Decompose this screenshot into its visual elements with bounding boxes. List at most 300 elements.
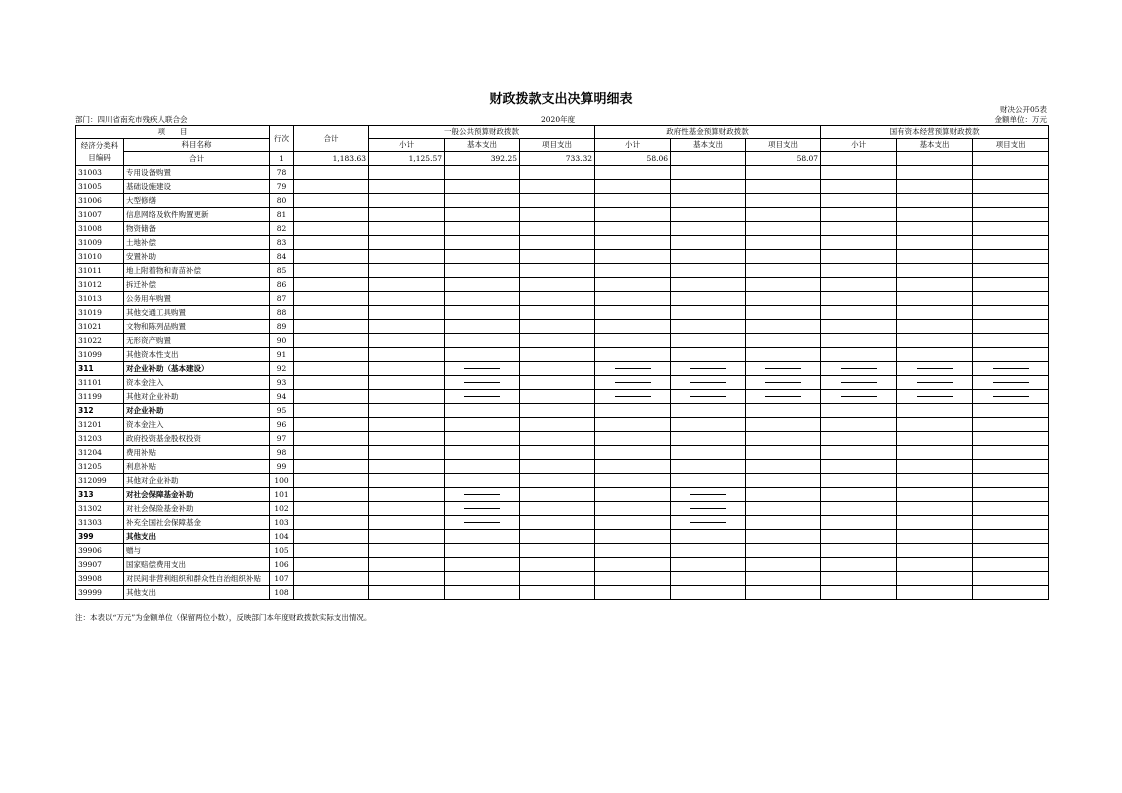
row-name: 物资储备 bbox=[124, 222, 270, 236]
amount-cell bbox=[595, 348, 671, 362]
row-number: 90 bbox=[270, 334, 294, 348]
amount-cell bbox=[595, 502, 671, 516]
table-row bbox=[76, 530, 1049, 544]
amount-cell bbox=[746, 404, 821, 418]
amount-cell bbox=[973, 460, 1049, 474]
amount-cell bbox=[445, 432, 520, 446]
amount-cell bbox=[294, 250, 369, 264]
amount-cell bbox=[897, 432, 973, 446]
amount-cell bbox=[671, 404, 746, 418]
row-code: 31009 bbox=[76, 236, 124, 250]
amount-cell bbox=[520, 586, 595, 600]
row-number: 108 bbox=[270, 586, 294, 600]
header-code: 经济分类科目编码 bbox=[76, 139, 124, 166]
amount-cell bbox=[520, 362, 595, 376]
row-code: 31302 bbox=[76, 502, 124, 516]
amount-cell bbox=[671, 250, 746, 264]
amount-cell bbox=[294, 460, 369, 474]
amount-cell bbox=[821, 208, 897, 222]
table-row bbox=[76, 558, 1049, 572]
row-name: 资本金注入 bbox=[124, 418, 270, 432]
amount-cell bbox=[746, 194, 821, 208]
row-number: 88 bbox=[270, 306, 294, 320]
table-row bbox=[76, 292, 1049, 306]
amount-cell bbox=[294, 516, 369, 530]
amount-cell bbox=[897, 488, 973, 502]
row-code: 311 bbox=[76, 362, 124, 376]
amount-cell bbox=[445, 292, 520, 306]
amount-cell bbox=[445, 586, 520, 600]
not-applicable-dash bbox=[464, 368, 500, 369]
amount-cell bbox=[369, 530, 445, 544]
amount-cell bbox=[294, 278, 369, 292]
amount-cell bbox=[294, 292, 369, 306]
table-row bbox=[76, 544, 1049, 558]
row-number: 103 bbox=[270, 516, 294, 530]
form-number: 财决公开05表 bbox=[999, 105, 1047, 114]
amount-cell bbox=[973, 334, 1049, 348]
amount-cell bbox=[897, 264, 973, 278]
amount-cell bbox=[369, 362, 445, 376]
row-code: 31010 bbox=[76, 250, 124, 264]
amount-cell bbox=[973, 572, 1049, 586]
table-row bbox=[76, 586, 1049, 600]
amount-cell bbox=[746, 292, 821, 306]
amount-cell bbox=[369, 572, 445, 586]
amount-cell bbox=[294, 320, 369, 334]
amount-cell bbox=[595, 208, 671, 222]
amount-cell bbox=[520, 194, 595, 208]
amount-cell bbox=[671, 208, 746, 222]
amount-cell bbox=[445, 488, 520, 502]
amount-cell bbox=[294, 530, 369, 544]
amount-cell bbox=[369, 264, 445, 278]
row-code: 31201 bbox=[76, 418, 124, 432]
not-applicable-dash bbox=[841, 396, 877, 397]
not-applicable-dash bbox=[765, 382, 801, 383]
total-cell bbox=[671, 152, 746, 166]
row-number: 92 bbox=[270, 362, 294, 376]
amount-cell bbox=[671, 446, 746, 460]
amount-cell bbox=[746, 446, 821, 460]
row-code: 31012 bbox=[76, 278, 124, 292]
amount-cell bbox=[671, 264, 746, 278]
amount-cell bbox=[897, 236, 973, 250]
row-code: 31013 bbox=[76, 292, 124, 306]
row-number: 106 bbox=[270, 558, 294, 572]
row-number: 93 bbox=[270, 376, 294, 390]
amount-cell bbox=[369, 516, 445, 530]
amount-cell bbox=[746, 278, 821, 292]
amount-cell bbox=[369, 180, 445, 194]
table-row bbox=[76, 166, 1049, 180]
amount-cell bbox=[671, 530, 746, 544]
amount-cell bbox=[369, 502, 445, 516]
amount-cell bbox=[746, 558, 821, 572]
amount-cell bbox=[445, 390, 520, 404]
row-number: 82 bbox=[270, 222, 294, 236]
amount-cell bbox=[897, 292, 973, 306]
table-row bbox=[76, 376, 1049, 390]
amount-cell bbox=[746, 460, 821, 474]
amount-cell bbox=[973, 166, 1049, 180]
total-row bbox=[76, 152, 1049, 166]
amount-cell bbox=[897, 516, 973, 530]
amount-cell bbox=[973, 516, 1049, 530]
row-name: 补充全国社会保障基金 bbox=[124, 516, 270, 530]
row-code: 399 bbox=[76, 530, 124, 544]
amount-cell bbox=[973, 404, 1049, 418]
amount-cell bbox=[445, 530, 520, 544]
row-code: 31204 bbox=[76, 446, 124, 460]
amount-cell bbox=[520, 460, 595, 474]
amount-cell bbox=[294, 488, 369, 502]
not-applicable-dash bbox=[615, 396, 651, 397]
header-total: 合计 bbox=[294, 126, 369, 152]
amount-cell bbox=[973, 278, 1049, 292]
amount-cell bbox=[595, 264, 671, 278]
row-number: 94 bbox=[270, 390, 294, 404]
amount-cell bbox=[445, 250, 520, 264]
header-row-2 bbox=[76, 139, 1049, 152]
header-item: 项 目 bbox=[76, 126, 270, 139]
row-name: 信息网络及软件购置更新 bbox=[124, 208, 270, 222]
year-label: 2020年度 bbox=[541, 115, 576, 124]
table-row bbox=[76, 208, 1049, 222]
amount-cell bbox=[897, 376, 973, 390]
row-name: 其他对企业补助 bbox=[124, 390, 270, 404]
amount-cell bbox=[821, 558, 897, 572]
amount-cell bbox=[821, 502, 897, 516]
row-name: 其他支出 bbox=[124, 586, 270, 600]
amount-cell bbox=[973, 222, 1049, 236]
amount-cell bbox=[595, 558, 671, 572]
amount-cell bbox=[897, 208, 973, 222]
amount-cell bbox=[821, 474, 897, 488]
table-row bbox=[76, 348, 1049, 362]
amount-cell bbox=[369, 292, 445, 306]
amount-cell bbox=[821, 348, 897, 362]
amount-cell bbox=[897, 348, 973, 362]
amount-cell bbox=[897, 278, 973, 292]
amount-cell bbox=[671, 516, 746, 530]
row-code: 39906 bbox=[76, 544, 124, 558]
amount-cell bbox=[671, 180, 746, 194]
amount-cell bbox=[520, 236, 595, 250]
row-name: 资本金注入 bbox=[124, 376, 270, 390]
amount-cell bbox=[520, 572, 595, 586]
amount-cell bbox=[369, 376, 445, 390]
amount-cell bbox=[821, 334, 897, 348]
total-cell: 1,125.57 bbox=[369, 152, 445, 166]
amount-cell bbox=[369, 208, 445, 222]
amount-cell bbox=[671, 558, 746, 572]
amount-cell bbox=[746, 306, 821, 320]
amount-cell bbox=[821, 418, 897, 432]
amount-cell bbox=[897, 474, 973, 488]
amount-cell bbox=[746, 320, 821, 334]
row-code: 31006 bbox=[76, 194, 124, 208]
amount-cell bbox=[445, 516, 520, 530]
amount-cell bbox=[369, 418, 445, 432]
table-row bbox=[76, 180, 1049, 194]
amount-cell bbox=[595, 362, 671, 376]
row-code: 31021 bbox=[76, 320, 124, 334]
row-number: 107 bbox=[270, 572, 294, 586]
row-name: 拆迁补偿 bbox=[124, 278, 270, 292]
not-applicable-dash bbox=[841, 382, 877, 383]
amount-cell bbox=[595, 446, 671, 460]
table-row bbox=[76, 306, 1049, 320]
row-name: 其他交通工具购置 bbox=[124, 306, 270, 320]
header-capital-basic: 基本支出 bbox=[897, 139, 973, 152]
amount-cell bbox=[445, 558, 520, 572]
table-row bbox=[76, 418, 1049, 432]
header-gov-fund-budget: 政府性基金预算财政拨款 bbox=[595, 126, 821, 139]
amount-cell bbox=[671, 194, 746, 208]
table-row bbox=[76, 334, 1049, 348]
amount-cell bbox=[746, 222, 821, 236]
amount-cell bbox=[520, 474, 595, 488]
amount-cell bbox=[369, 432, 445, 446]
expenditure-table bbox=[75, 125, 1049, 600]
amount-cell bbox=[897, 194, 973, 208]
amount-cell bbox=[445, 264, 520, 278]
amount-cell bbox=[821, 166, 897, 180]
amount-cell bbox=[671, 320, 746, 334]
amount-cell bbox=[746, 586, 821, 600]
header-row-no: 行次 bbox=[270, 126, 294, 152]
amount-cell bbox=[294, 502, 369, 516]
amount-cell bbox=[671, 432, 746, 446]
amount-cell bbox=[746, 488, 821, 502]
amount-cell bbox=[294, 362, 369, 376]
amount-cell bbox=[369, 194, 445, 208]
amount-cell bbox=[746, 250, 821, 264]
amount-cell bbox=[445, 404, 520, 418]
amount-cell bbox=[973, 502, 1049, 516]
table-row bbox=[76, 222, 1049, 236]
total-cell: 1,183.63 bbox=[294, 152, 369, 166]
amount-cell bbox=[821, 390, 897, 404]
amount-cell bbox=[821, 516, 897, 530]
amount-cell bbox=[294, 348, 369, 362]
row-number: 87 bbox=[270, 292, 294, 306]
amount-cell bbox=[520, 306, 595, 320]
table-row bbox=[76, 516, 1049, 530]
row-number: 78 bbox=[270, 166, 294, 180]
amount-cell bbox=[671, 278, 746, 292]
amount-cell bbox=[897, 418, 973, 432]
amount-cell bbox=[294, 180, 369, 194]
amount-cell bbox=[671, 362, 746, 376]
amount-cell bbox=[821, 376, 897, 390]
not-applicable-dash bbox=[690, 494, 726, 495]
row-code: 39908 bbox=[76, 572, 124, 586]
row-code: 31005 bbox=[76, 180, 124, 194]
row-code: 312099 bbox=[76, 474, 124, 488]
amount-cell bbox=[746, 502, 821, 516]
not-applicable-dash bbox=[765, 396, 801, 397]
amount-cell bbox=[821, 306, 897, 320]
total-cell bbox=[973, 152, 1049, 166]
amount-cell bbox=[294, 264, 369, 278]
row-code: 312 bbox=[76, 404, 124, 418]
amount-cell bbox=[294, 222, 369, 236]
row-number: 79 bbox=[270, 180, 294, 194]
amount-cell bbox=[369, 166, 445, 180]
amount-cell bbox=[520, 446, 595, 460]
amount-cell bbox=[520, 292, 595, 306]
amount-cell bbox=[294, 334, 369, 348]
header-name: 科目名称 bbox=[124, 139, 270, 152]
amount-cell bbox=[595, 180, 671, 194]
amount-cell bbox=[897, 502, 973, 516]
row-name: 费用补贴 bbox=[124, 446, 270, 460]
amount-cell bbox=[520, 166, 595, 180]
row-code: 31203 bbox=[76, 432, 124, 446]
amount-cell bbox=[294, 306, 369, 320]
not-applicable-dash bbox=[615, 382, 651, 383]
row-number: 80 bbox=[270, 194, 294, 208]
amount-cell bbox=[520, 418, 595, 432]
amount-cell bbox=[294, 446, 369, 460]
header-fund-subtotal: 小计 bbox=[595, 139, 671, 152]
amount-cell bbox=[671, 306, 746, 320]
amount-cell bbox=[445, 222, 520, 236]
amount-cell bbox=[369, 404, 445, 418]
total-cell: 58.06 bbox=[595, 152, 671, 166]
amount-cell bbox=[973, 432, 1049, 446]
amount-cell bbox=[746, 530, 821, 544]
row-code: 31008 bbox=[76, 222, 124, 236]
amount-cell bbox=[746, 432, 821, 446]
row-number: 102 bbox=[270, 502, 294, 516]
amount-cell bbox=[821, 278, 897, 292]
report-title: 财政拨款支出决算明细表 bbox=[489, 92, 633, 107]
row-code: 31303 bbox=[76, 516, 124, 530]
row-number: 99 bbox=[270, 460, 294, 474]
amount-cell bbox=[821, 222, 897, 236]
amount-cell bbox=[973, 180, 1049, 194]
amount-cell bbox=[746, 572, 821, 586]
amount-cell bbox=[821, 586, 897, 600]
amount-cell bbox=[897, 222, 973, 236]
total-cell: 733.32 bbox=[520, 152, 595, 166]
amount-cell bbox=[897, 180, 973, 194]
row-number: 83 bbox=[270, 236, 294, 250]
row-name: 政府投资基金股权投资 bbox=[124, 432, 270, 446]
amount-cell bbox=[746, 334, 821, 348]
amount-cell bbox=[671, 544, 746, 558]
amount-cell bbox=[973, 558, 1049, 572]
amount-cell bbox=[897, 250, 973, 264]
amount-cell bbox=[897, 544, 973, 558]
row-code: 31011 bbox=[76, 264, 124, 278]
row-number: 104 bbox=[270, 530, 294, 544]
amount-cell bbox=[671, 474, 746, 488]
amount-cell bbox=[746, 236, 821, 250]
amount-cell bbox=[520, 488, 595, 502]
amount-cell bbox=[821, 180, 897, 194]
amount-cell bbox=[294, 390, 369, 404]
not-applicable-dash bbox=[993, 396, 1029, 397]
amount-cell bbox=[973, 208, 1049, 222]
amount-cell bbox=[595, 166, 671, 180]
row-code: 39999 bbox=[76, 586, 124, 600]
amount-cell bbox=[520, 502, 595, 516]
not-applicable-dash bbox=[690, 522, 726, 523]
header-row-1 bbox=[76, 126, 1049, 139]
amount-cell bbox=[369, 320, 445, 334]
amount-cell bbox=[595, 460, 671, 474]
amount-cell bbox=[973, 362, 1049, 376]
amount-cell bbox=[445, 418, 520, 432]
row-code: 31199 bbox=[76, 390, 124, 404]
amount-cell bbox=[294, 418, 369, 432]
table-row bbox=[76, 460, 1049, 474]
amount-cell bbox=[369, 446, 445, 460]
amount-cell bbox=[595, 306, 671, 320]
amount-cell bbox=[671, 572, 746, 586]
amount-cell bbox=[369, 222, 445, 236]
amount-cell bbox=[671, 236, 746, 250]
amount-cell bbox=[294, 404, 369, 418]
amount-cell bbox=[973, 488, 1049, 502]
amount-cell bbox=[445, 376, 520, 390]
not-applicable-dash bbox=[917, 396, 953, 397]
amount-cell bbox=[294, 432, 369, 446]
row-name: 对社会保障基金补助 bbox=[124, 488, 270, 502]
amount-cell bbox=[821, 530, 897, 544]
header-general-budget: 一般公共预算财政拨款 bbox=[369, 126, 595, 139]
amount-cell bbox=[445, 334, 520, 348]
amount-cell bbox=[294, 194, 369, 208]
row-name: 无形资产购置 bbox=[124, 334, 270, 348]
amount-cell bbox=[821, 544, 897, 558]
amount-cell bbox=[671, 418, 746, 432]
row-code: 31099 bbox=[76, 348, 124, 362]
row-code: 31101 bbox=[76, 376, 124, 390]
row-name: 公务用车购置 bbox=[124, 292, 270, 306]
row-code: 31205 bbox=[76, 460, 124, 474]
amount-cell bbox=[369, 250, 445, 264]
amount-cell bbox=[369, 334, 445, 348]
row-number: 97 bbox=[270, 432, 294, 446]
header-general-basic: 基本支出 bbox=[445, 139, 520, 152]
not-applicable-dash bbox=[993, 368, 1029, 369]
amount-cell bbox=[520, 530, 595, 544]
row-name: 安置补助 bbox=[124, 250, 270, 264]
row-code: 31019 bbox=[76, 306, 124, 320]
amount-cell bbox=[671, 488, 746, 502]
amount-cell bbox=[897, 446, 973, 460]
amount-cell bbox=[294, 208, 369, 222]
row-code: 31003 bbox=[76, 166, 124, 180]
amount-cell bbox=[294, 558, 369, 572]
amount-cell bbox=[294, 376, 369, 390]
row-code: 31022 bbox=[76, 334, 124, 348]
amount-cell bbox=[595, 222, 671, 236]
row-number: 86 bbox=[270, 278, 294, 292]
not-applicable-dash bbox=[464, 522, 500, 523]
amount-cell bbox=[369, 586, 445, 600]
table-row bbox=[76, 362, 1049, 376]
amount-cell bbox=[821, 488, 897, 502]
amount-cell bbox=[671, 222, 746, 236]
amount-cell bbox=[445, 474, 520, 488]
not-applicable-dash bbox=[690, 508, 726, 509]
